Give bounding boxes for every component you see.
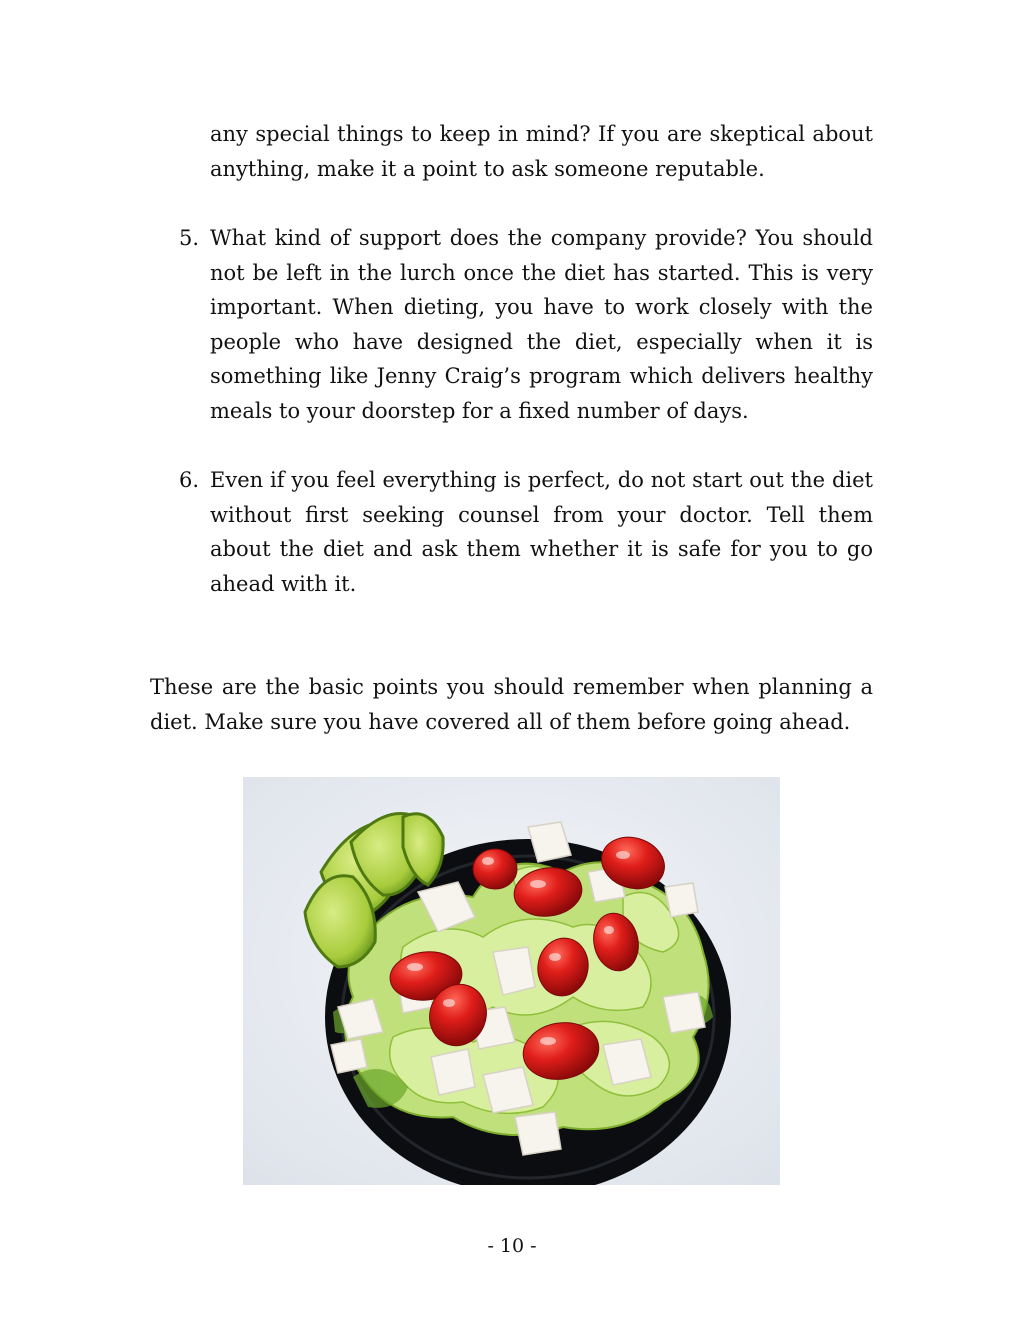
- list-item: [179, 463, 873, 601]
- list-item-text: Even if you feel everything is perfect, do not start out the diet without first seeking counsel from your doctor. Tell them about the diet and ask them whether it is safe for you to go ahead with it.: [210, 468, 873, 596]
- page-number: - 10 -: [487, 1235, 537, 1257]
- list-item-number: 6.: [179, 468, 200, 492]
- list-item-continuation: any special things to keep in mind? If you are skeptical about anything, make it a point to ask someone reputable.: [210, 122, 873, 181]
- list-item-text: What kind of support does the company provide? You should not be left in the lurch once the diet has started. This is very important. When dieting, you have to work closely with the people who have designed the diet, especially when it is something like Jenny Craig’s program which delivers healthy meals to your doorstep for a fixed number of days.: [210, 226, 873, 423]
- list-item-number: 5.: [179, 226, 200, 250]
- salad-photo: [243, 777, 780, 1185]
- list-item: [179, 221, 873, 429]
- conclusion-paragraph: These are the basic points you should remember when planning a diet. Make sure you have covered all of them before going ahead.: [150, 675, 873, 734]
